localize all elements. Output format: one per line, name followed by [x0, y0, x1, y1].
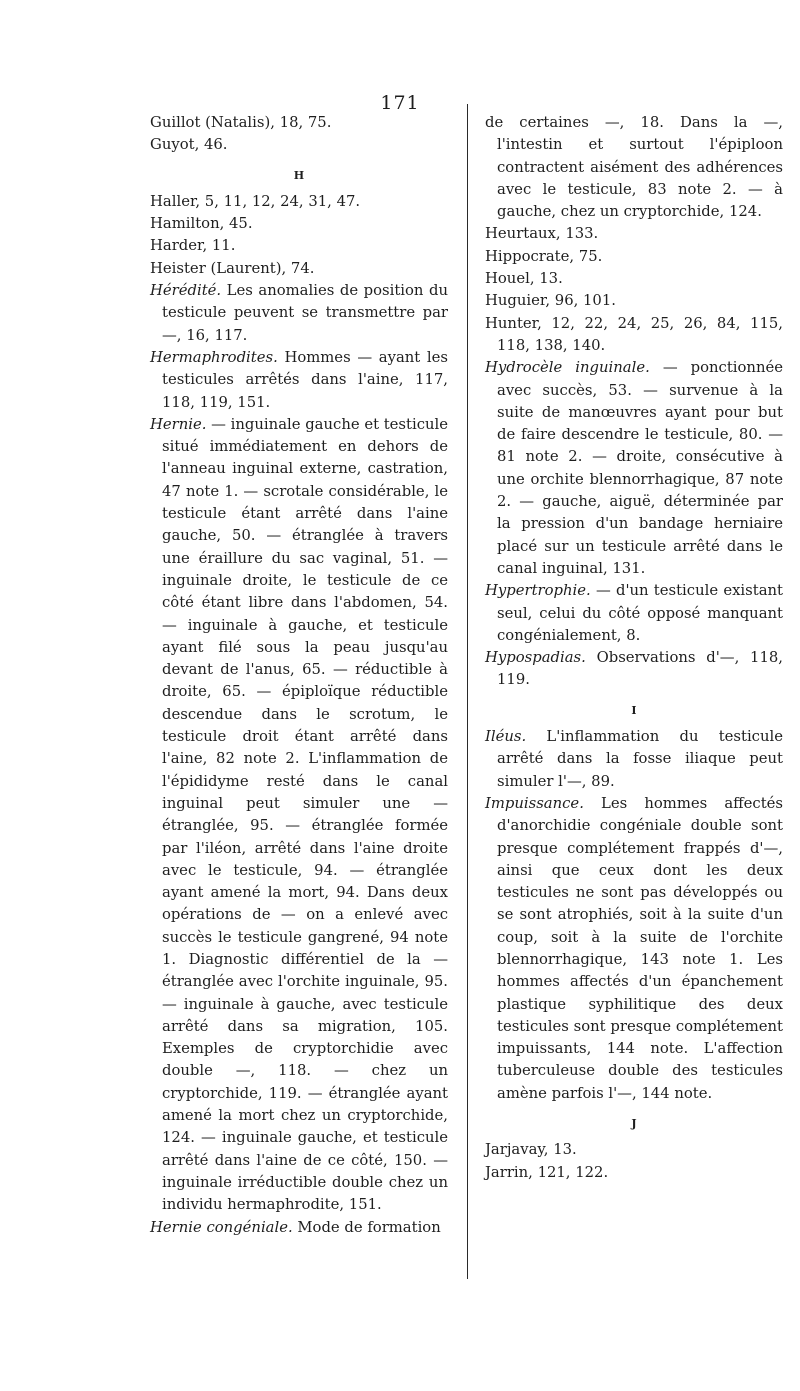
index-entry-text: Mode de formation	[292, 1218, 441, 1236]
index-entry-text: Heister (Laurent), 74.	[150, 259, 315, 277]
index-entry-text: Les anomalies de position du testicule peuvent se transmettre par —, 16, 117.	[162, 282, 448, 344]
index-entry	[150, 1217, 448, 1239]
index-entry	[485, 793, 783, 1105]
index-term: Hermaphrodites.	[150, 348, 278, 366]
index-entry-text: Guyot, 46.	[150, 136, 228, 154]
index-entry	[150, 235, 448, 257]
index-entry-text: Hippocrate, 75.	[485, 247, 603, 265]
index-entry-text: Hunter, 12, 22, 24, 25, 26, 84, 115, 118, 138, 140.	[485, 314, 783, 354]
index-entry-text: — d'un testicule existant seul, celui du côté opposé manquant congénialement, 8.	[497, 582, 783, 644]
index-entry	[150, 191, 448, 213]
index-entry-text: — ponctionnée avec succès, 53. — survenue à la suite de manœuvres ayant pour but de faire descendre le testicule, 80. — 81 note 2. — droite, consécutive à une orchite blennorrhagique, 87 note 2. — gauche, aiguë, déterminée par la pression d'un bandage herniaire placé sur un testicule arrêté dans le canal inguinal, 131.	[497, 359, 783, 577]
index-entry-text: Heurtaux, 133.	[485, 225, 599, 243]
index-entry-text: Hommes — ayant les testicules arrêtés dans l'aine, 117, 118, 119, 151.	[162, 348, 448, 411]
index-term: Hydrocèle inguinale.	[485, 359, 650, 377]
page-number: 171	[380, 92, 420, 114]
index-entry	[485, 246, 783, 268]
index-term: Hypertrophie.	[485, 582, 591, 600]
index-entry-text: de certaines —, 18. Dans la —, l'intestin et surtout l'épiploon contractent aisément des adhérences avec le testicule, 83 note 2. — à gauche, chez un cryptorchide, 124.	[485, 114, 783, 221]
index-entry	[150, 414, 448, 1217]
index-entry-text: Les hommes affectés d'anorchidie congéniale double sont presque complétement frappés d'—, ainsi que ceux dont les deux testicules ne sont pas développés ou se sont atrophiés, soit à la suite d'un coup, soit à la suite de l'orchite blennorrhagique, 143 note 1. Les hommes affectés d'un épanchement plastique syphilitique des deux testicules sont presque complétement impuissants, 144 note. L'affection tuberculeuse double des testicules amène parfois l'—, 144 note.	[497, 794, 783, 1102]
index-entry-text: Jarrin, 121, 122.	[485, 1163, 609, 1181]
index-entry	[485, 357, 783, 580]
index-entry	[150, 280, 448, 347]
index-entry	[485, 290, 783, 312]
index-entry	[485, 1139, 783, 1161]
index-entry	[150, 347, 448, 414]
index-entry	[150, 134, 448, 156]
section-letter: I	[631, 703, 637, 717]
index-entry	[485, 223, 783, 245]
index-entry-text: L'inflammation du testicule arrêté dans la fosse iliaque peut simuler l'—, 89.	[497, 728, 783, 790]
index-entry	[485, 112, 783, 223]
index-column-left	[150, 112, 448, 1239]
index-term: Hernie congéniale.	[150, 1218, 293, 1236]
index-entry-text: Houel, 13.	[485, 270, 563, 288]
index-term: Impuissance.	[485, 794, 584, 812]
index-entry	[485, 268, 783, 290]
index-entry	[485, 647, 783, 692]
index-entry-text: Huguier, 96, 101.	[485, 292, 616, 310]
index-entry-text: — inguinale gauche et testicule situé immédiatement en dehors de l'anneau inguinal externe, castration, 47 note 1. — scrotale considérable, le testicule étant arrêté dans l'aine gauche, 50. — étranglée à travers une éraillure du sac vaginal, 51. — inguinale droite, le testicule de ce côté étant libre dans l'abdomen, 54. — inguinale à gauche, et testicule ayant filé sous la peau jusqu'au devant de l'anus, 65. — réductible à droite, 65. — épiploïque réductible descendue dans le scrotum, le testicule droit étant arrêté dans l'aine, 82 note 2. L'inflammation de l'épididyme resté dans le canal inguinal peut simuler une — étranglée, 95. — étranglée formée par l'iléon, arrêté dans l'aine droite avec le testicule, 94. — étranglée ayant amené la mort, 94. Dans deux opérations de — on a enlevé avec succès le testicule gangrené, 94 note 1. Diagnostic différentiel de la — étranglée avec l'orchite inguinale, 95. — inguinale à gauche, avec testicule arrêté dans sa migration, 105. Exemples de cryptorchidie avec double —, 118. — chez un cryptorchide, 119. — étranglée ayant amené la mort chez un cryptorchide, 124. — inguinale gauche, et testicule arrêté dans l'aine de ce côté, 150. — inguinale irréductible double chez un individu hermaphrodite, 151.	[162, 415, 449, 1214]
index-entry	[150, 213, 448, 235]
index-term: Hernie.	[150, 415, 207, 433]
index-entry	[150, 258, 448, 280]
index-entry	[485, 726, 783, 793]
section-letter: J	[631, 1117, 637, 1131]
index-column-right	[485, 112, 783, 1184]
index-entry	[150, 112, 448, 134]
index-entry-text: Haller, 5, 11, 12, 24, 31, 47.	[150, 192, 361, 210]
index-entry	[485, 1162, 783, 1184]
index-term: Hypospadias.	[485, 649, 586, 667]
section-letter: H	[293, 168, 305, 182]
index-entry	[485, 313, 783, 358]
column-divider	[467, 104, 468, 1279]
index-entry-text: Observations d'—, 118, 119.	[497, 649, 783, 689]
index-entry-text: Harder, 11.	[150, 237, 236, 255]
index-term: Iléus.	[485, 728, 527, 746]
index-entry	[485, 580, 783, 647]
index-entry-text: Jarjavay, 13.	[485, 1141, 577, 1159]
index-entry-text: Hamilton, 45.	[150, 215, 253, 233]
index-entry-text: Guillot (Natalis), 18, 75.	[150, 114, 332, 131]
index-term: Hérédité.	[150, 282, 222, 300]
